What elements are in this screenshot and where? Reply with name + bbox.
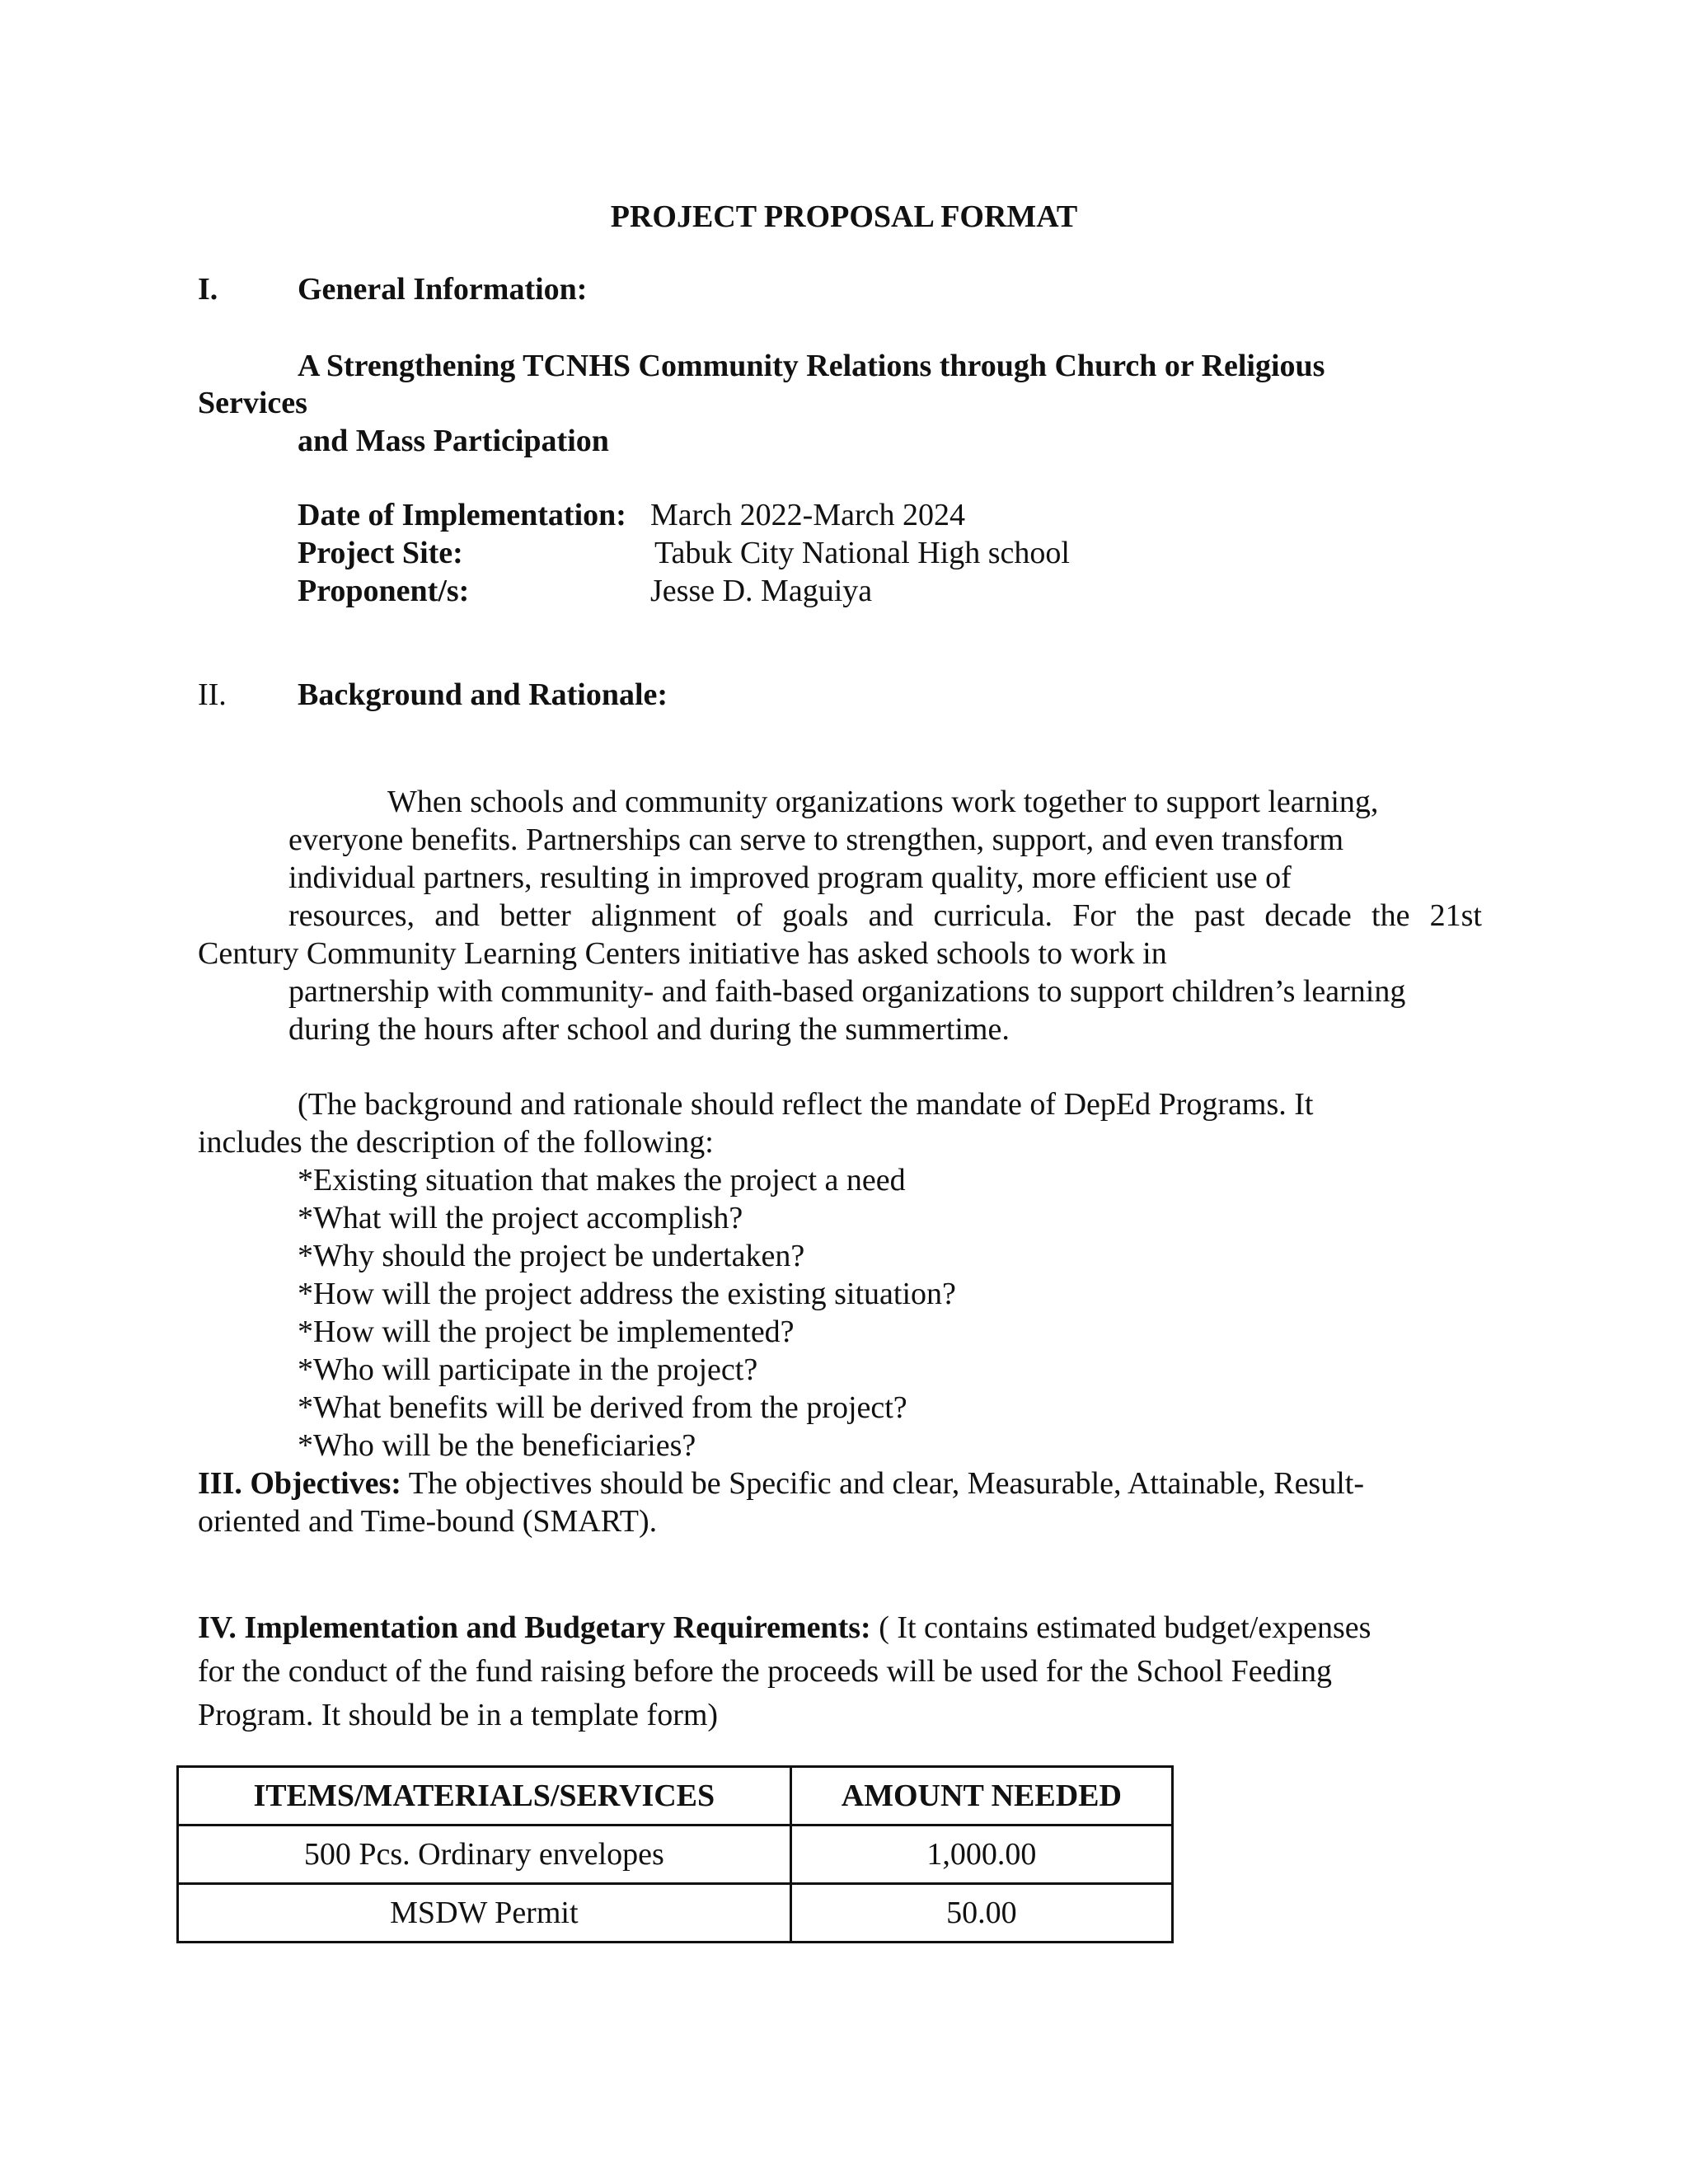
project-title-line: A Strengthening TCNHS Community Relations through Church or Religious bbox=[298, 349, 1325, 383]
background-paragraph-line: everyone benefits. Partnerships can serve to strengthen, support, and even transform bbox=[288, 823, 1343, 857]
guide-question: *What benefits will be derived from the project? bbox=[298, 1390, 907, 1425]
column-header-amount: AMOUNT NEEDED bbox=[790, 1767, 1172, 1825]
table-cell-item: MSDW Permit bbox=[178, 1884, 791, 1943]
section-1-number: I. bbox=[198, 272, 218, 307]
implementation-line: Program. It should be in a template form) bbox=[198, 1698, 719, 1732]
background-paragraph-line: resources, and better alignment of goals and curricula. For the past decade the 21st bbox=[288, 898, 1482, 933]
objectives-line bbox=[198, 1465, 1364, 1502]
date-of-implementation-label: Date of Implementation: bbox=[298, 498, 626, 532]
table-cell-item: 500 Pcs. Ordinary envelopes bbox=[178, 1825, 791, 1884]
column-header-items: ITEMS/MATERIALS/SERVICES bbox=[178, 1767, 791, 1825]
table-cell-amount: 50.00 bbox=[790, 1884, 1172, 1943]
section-3-heading: III. Objectives: bbox=[198, 1466, 401, 1501]
background-paragraph-line: during the hours after school and during the summertime. bbox=[288, 1012, 1010, 1047]
project-title-line: and Mass Participation bbox=[298, 424, 609, 458]
section-1-heading: General Information: bbox=[298, 272, 588, 307]
table-row bbox=[178, 1884, 1173, 1943]
implementation-line bbox=[198, 1609, 1371, 1647]
rationale-note-line: (The background and rationale should reflect the mandate of DepEd Programs. It bbox=[298, 1087, 1314, 1122]
guide-question: *How will the project address the existing situation? bbox=[298, 1277, 956, 1311]
table-header-row bbox=[178, 1767, 1173, 1825]
section-2-heading: Background and Rationale: bbox=[298, 677, 668, 712]
project-title-line: Services bbox=[198, 386, 307, 420]
guide-question: *Who will be the beneficiaries? bbox=[298, 1428, 696, 1463]
date-of-implementation-value: March 2022-March 2024 bbox=[650, 498, 966, 532]
guide-question: *Existing situation that makes the project a need bbox=[298, 1163, 906, 1197]
guide-question: *What will the project accomplish? bbox=[298, 1201, 743, 1235]
section-2-number: II. bbox=[198, 677, 227, 712]
guide-question: *Why should the project be undertaken? bbox=[298, 1239, 805, 1273]
project-site-label: Project Site: bbox=[298, 536, 463, 570]
background-paragraph-line: Century Community Learning Centers initiative has asked schools to work in bbox=[198, 936, 1167, 971]
table-row bbox=[178, 1825, 1173, 1884]
background-paragraph-line: When schools and community organizations work together to support learning, bbox=[387, 785, 1379, 819]
objectives-text: The objectives should be Specific and clear, Measurable, Attainable, Result- bbox=[401, 1466, 1364, 1501]
proponent-value: Jesse D. Maguiya bbox=[650, 574, 873, 608]
table-cell-amount: 1,000.00 bbox=[790, 1825, 1172, 1884]
project-site-value: Tabuk City National High school bbox=[654, 536, 1070, 570]
objectives-line: oriented and Time-bound (SMART). bbox=[198, 1504, 658, 1539]
background-paragraph-line: individual partners, resulting in improved program quality, more efficient use of bbox=[288, 860, 1292, 895]
rationale-note-line: includes the description of the following: bbox=[198, 1125, 714, 1160]
document-title: PROJECT PROPOSAL FORMAT bbox=[610, 199, 1078, 234]
section-4-heading: IV. Implementation and Budgetary Requirements: bbox=[198, 1610, 871, 1645]
guide-question: *How will the project be implemented? bbox=[298, 1315, 795, 1349]
guide-question: *Who will participate in the project? bbox=[298, 1352, 758, 1387]
implementation-line: for the conduct of the fund raising before the proceeds will be used for the School Feeding bbox=[198, 1654, 1333, 1689]
implementation-text: ( It contains estimated budget/expenses bbox=[870, 1610, 1372, 1645]
budget-table bbox=[176, 1765, 1174, 1943]
proponent-label: Proponent/s: bbox=[298, 574, 470, 608]
background-paragraph-line: partnership with community- and faith-based organizations to support children’s learning bbox=[288, 974, 1406, 1009]
